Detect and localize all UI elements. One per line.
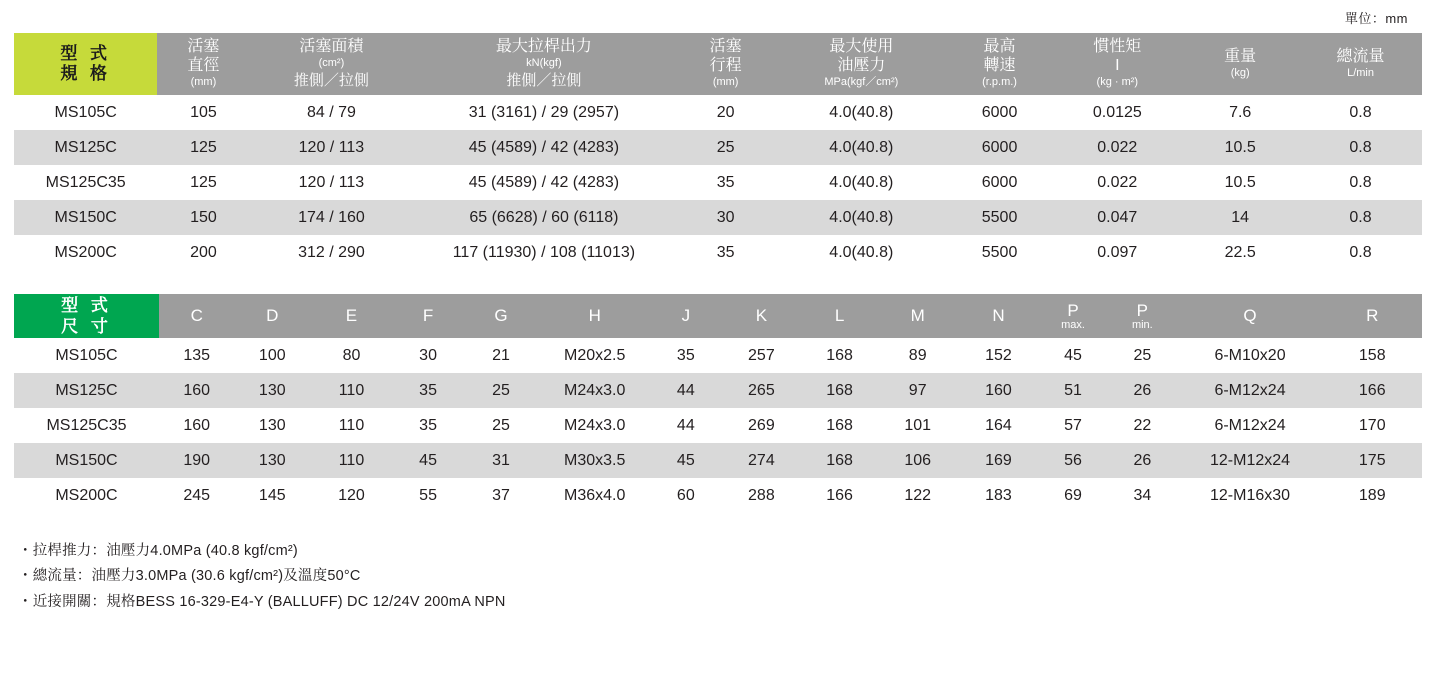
table-row bbox=[14, 130, 1422, 165]
dim-cell-d: 130 bbox=[235, 408, 311, 443]
spec-table-header-row bbox=[14, 33, 1422, 95]
dim-cell-j: 44 bbox=[651, 408, 721, 443]
dim-cell-c: 245 bbox=[159, 478, 235, 513]
table-row bbox=[14, 165, 1422, 200]
spec-cell-max-output: 45 (4589) / 42 (4283) bbox=[413, 165, 674, 200]
dim-cell-r: 170 bbox=[1322, 408, 1422, 443]
spec-header-total-flow bbox=[1299, 33, 1422, 95]
dim-cell-n: 160 bbox=[958, 373, 1039, 408]
dim-cell-g: 31 bbox=[463, 443, 539, 478]
spec-header-max-output-l1: 最大拉桿出力 bbox=[495, 37, 592, 55]
spec-cell-model: MS125C35 bbox=[14, 165, 157, 200]
spec-header-max-speed bbox=[946, 33, 1054, 95]
spec-cell-weight: 14 bbox=[1181, 200, 1299, 235]
spec-header-max-output-sides: 推側／拉側 bbox=[506, 71, 582, 89]
spec-cell-stroke: 25 bbox=[674, 130, 776, 165]
footnote-proximity-switch: ・近接開關：規格BESS 16-329-E4-Y (BALLUFF) DC 12/24V 200mA NPN bbox=[18, 593, 506, 610]
dim-header-p-min-letter: P bbox=[1136, 300, 1149, 320]
spec-cell-inertia: 0.022 bbox=[1053, 165, 1181, 200]
table-row bbox=[14, 235, 1422, 270]
dim-header-line2: 尺 寸 bbox=[61, 317, 112, 336]
dim-header-f: F bbox=[393, 294, 463, 338]
spec-header-piston-area-unit: (cm²) bbox=[318, 56, 345, 69]
spec-cell-piston-area: 84 / 79 bbox=[250, 95, 414, 130]
spec-cell-inertia: 0.022 bbox=[1053, 130, 1181, 165]
spec-cell-max-output: 117 (11930) / 108 (11013) bbox=[413, 235, 674, 270]
spec-cell-model: MS200C bbox=[14, 235, 157, 270]
spec-cell-piston-diameter: 125 bbox=[157, 130, 249, 165]
dim-cell-p-min: 34 bbox=[1107, 478, 1177, 513]
dim-cell-k: 257 bbox=[721, 338, 802, 373]
dim-cell-model: MS125C bbox=[14, 373, 159, 408]
spec-header-max-pressure-l1: 最大使用 bbox=[829, 38, 894, 56]
dim-cell-g: 37 bbox=[463, 478, 539, 513]
spec-header-max-speed-unit: (r.p.m.) bbox=[982, 76, 1017, 88]
dim-header-l: L bbox=[802, 294, 878, 338]
footnote-total-flow: ・總流量：油壓力3.0MPa (30.6 kgf/cm²)及溫度50°C bbox=[18, 568, 361, 585]
dim-cell-f: 30 bbox=[393, 338, 463, 373]
spec-cell-total-flow: 0.8 bbox=[1299, 95, 1422, 130]
dim-cell-f: 55 bbox=[393, 478, 463, 513]
spec-header-piston-area-l1: 活塞面積 bbox=[299, 37, 364, 55]
dim-cell-j: 35 bbox=[651, 338, 721, 373]
spec-header-max-speed-l2: 轉速 bbox=[983, 57, 1016, 75]
spec-cell-max-pressure: 4.0(40.8) bbox=[777, 95, 946, 130]
footnote-pull-force: ・拉桿推力：油壓力4.0MPa (40.8 kgf/cm²) bbox=[18, 543, 298, 559]
dim-cell-e: 110 bbox=[310, 373, 393, 408]
unit-note: 單位：mm bbox=[1344, 11, 1408, 26]
spec-header-max-pressure bbox=[777, 33, 946, 95]
dim-header-d: D bbox=[235, 294, 311, 338]
spec-cell-max-output: 31 (3161) / 29 (2957) bbox=[413, 95, 674, 130]
spec-header-stroke-unit: (mm) bbox=[712, 76, 739, 88]
dim-cell-k: 269 bbox=[721, 408, 802, 443]
spec-cell-max-pressure: 4.0(40.8) bbox=[777, 165, 946, 200]
spec-cell-max-pressure: 4.0(40.8) bbox=[777, 200, 946, 235]
dim-header-r: R bbox=[1322, 294, 1422, 338]
dim-cell-m: 89 bbox=[877, 338, 958, 373]
dim-cell-p-max: 69 bbox=[1039, 478, 1107, 513]
spec-header-total-flow-unit: L/min bbox=[1347, 66, 1374, 79]
dim-cell-e: 110 bbox=[310, 443, 393, 478]
dim-cell-h: M30x3.5 bbox=[539, 443, 651, 478]
dim-cell-c: 135 bbox=[159, 338, 235, 373]
table-row bbox=[14, 373, 1422, 408]
spec-header-type-spec bbox=[14, 33, 157, 95]
spec-header-piston-area bbox=[250, 33, 414, 95]
dim-cell-p-max: 56 bbox=[1039, 443, 1107, 478]
dim-cell-r: 166 bbox=[1322, 373, 1422, 408]
spec-header-piston-area-sides: 推側／拉側 bbox=[293, 71, 369, 89]
table-row bbox=[14, 95, 1422, 130]
spec-cell-max-speed: 6000 bbox=[946, 165, 1054, 200]
dim-cell-p-min: 22 bbox=[1107, 408, 1177, 443]
dim-header-type-size bbox=[14, 294, 159, 338]
spec-header-piston-diameter-l1: 活塞 bbox=[187, 38, 220, 56]
spec-cell-stroke: 20 bbox=[674, 95, 776, 130]
dim-cell-f: 45 bbox=[393, 443, 463, 478]
spec-cell-model: MS125C bbox=[14, 130, 157, 165]
spec-cell-max-speed: 5500 bbox=[946, 200, 1054, 235]
dim-cell-h: M36x4.0 bbox=[539, 478, 651, 513]
dim-cell-q: 6-M12x24 bbox=[1178, 373, 1323, 408]
spec-header-piston-diameter-unit: (mm) bbox=[190, 76, 217, 88]
dim-cell-k: 274 bbox=[721, 443, 802, 478]
dim-cell-c: 160 bbox=[159, 373, 235, 408]
spec-cell-piston-diameter: 105 bbox=[157, 95, 249, 130]
dim-cell-n: 183 bbox=[958, 478, 1039, 513]
spec-cell-max-output: 45 (4589) / 42 (4283) bbox=[413, 130, 674, 165]
dim-cell-c: 160 bbox=[159, 408, 235, 443]
dim-cell-q: 6-M10x20 bbox=[1178, 338, 1323, 373]
dim-cell-c: 190 bbox=[159, 443, 235, 478]
spec-cell-piston-diameter: 125 bbox=[157, 165, 249, 200]
dim-header-h: H bbox=[539, 294, 651, 338]
dim-cell-n: 169 bbox=[958, 443, 1039, 478]
dim-cell-m: 106 bbox=[877, 443, 958, 478]
spec-header-piston-diameter bbox=[157, 33, 249, 95]
spec-header-inertia-l1: 慣性矩 bbox=[1093, 38, 1142, 56]
specification-table bbox=[14, 33, 1422, 270]
dim-cell-q: 12-M16x30 bbox=[1178, 478, 1323, 513]
dim-cell-p-min: 26 bbox=[1107, 373, 1177, 408]
spec-cell-inertia: 0.047 bbox=[1053, 200, 1181, 235]
spec-cell-weight: 10.5 bbox=[1181, 130, 1299, 165]
spec-cell-inertia: 0.097 bbox=[1053, 235, 1181, 270]
dim-header-p-min-sub: min. bbox=[1131, 318, 1153, 331]
spec-cell-piston-area: 120 / 113 bbox=[250, 130, 414, 165]
spec-cell-total-flow: 0.8 bbox=[1299, 130, 1422, 165]
spec-header-max-pressure-l2: 油壓力 bbox=[837, 57, 886, 75]
spec-cell-weight: 10.5 bbox=[1181, 165, 1299, 200]
dim-cell-e: 80 bbox=[310, 338, 393, 373]
spec-cell-piston-area: 120 / 113 bbox=[250, 165, 414, 200]
spec-cell-piston-diameter: 200 bbox=[157, 235, 249, 270]
dim-cell-j: 44 bbox=[651, 373, 721, 408]
spec-header-line1: 型 式 bbox=[60, 43, 112, 63]
dim-header-k: K bbox=[721, 294, 802, 338]
spec-cell-max-speed: 6000 bbox=[946, 95, 1054, 130]
footnotes bbox=[14, 539, 1422, 615]
spec-cell-piston-diameter: 150 bbox=[157, 200, 249, 235]
dim-cell-model: MS150C bbox=[14, 443, 159, 478]
dim-header-q: Q bbox=[1178, 294, 1323, 338]
spec-header-weight-unit: (kg) bbox=[1230, 66, 1250, 79]
dim-cell-d: 145 bbox=[235, 478, 311, 513]
spec-cell-model: MS150C bbox=[14, 200, 157, 235]
dim-cell-g: 21 bbox=[463, 338, 539, 373]
spec-header-max-pressure-unit: MPa(kgf／cm²) bbox=[824, 76, 899, 88]
spec-cell-max-pressure: 4.0(40.8) bbox=[777, 130, 946, 165]
dim-cell-p-max: 57 bbox=[1039, 408, 1107, 443]
spec-header-inertia-l2: I bbox=[1115, 57, 1120, 75]
spec-cell-total-flow: 0.8 bbox=[1299, 235, 1422, 270]
dim-cell-m: 122 bbox=[877, 478, 958, 513]
dim-cell-model: MS200C bbox=[14, 478, 159, 513]
dim-header-line1: 型 式 bbox=[61, 295, 112, 315]
spec-cell-piston-area: 174 / 160 bbox=[250, 200, 414, 235]
dim-cell-h: M24x3.0 bbox=[539, 373, 651, 408]
dim-cell-r: 158 bbox=[1322, 338, 1422, 373]
dim-header-p-min bbox=[1107, 294, 1177, 338]
dim-cell-g: 25 bbox=[463, 408, 539, 443]
table-row bbox=[14, 408, 1422, 443]
dim-cell-d: 100 bbox=[235, 338, 311, 373]
dim-cell-l: 168 bbox=[802, 338, 878, 373]
dim-cell-model: MS125C35 bbox=[14, 408, 159, 443]
table-row bbox=[14, 200, 1422, 235]
dim-cell-p-min: 25 bbox=[1107, 338, 1177, 373]
dim-cell-model: MS105C bbox=[14, 338, 159, 373]
table-row bbox=[14, 338, 1422, 373]
spec-header-inertia-unit: (kg · m²) bbox=[1096, 76, 1139, 88]
spec-cell-max-output: 65 (6628) / 60 (6118) bbox=[413, 200, 674, 235]
spec-cell-stroke: 35 bbox=[674, 235, 776, 270]
spec-header-max-output bbox=[413, 33, 674, 95]
spec-cell-inertia: 0.0125 bbox=[1053, 95, 1181, 130]
dim-cell-g: 25 bbox=[463, 373, 539, 408]
spec-cell-stroke: 30 bbox=[674, 200, 776, 235]
dim-cell-l: 166 bbox=[802, 478, 878, 513]
dim-cell-l: 168 bbox=[802, 443, 878, 478]
dim-cell-r: 175 bbox=[1322, 443, 1422, 478]
dim-cell-f: 35 bbox=[393, 408, 463, 443]
dim-cell-j: 45 bbox=[651, 443, 721, 478]
dim-cell-l: 168 bbox=[802, 408, 878, 443]
dim-header-e: E bbox=[310, 294, 393, 338]
dim-header-p-max-sub: max. bbox=[1061, 318, 1085, 331]
spec-header-stroke-l2: 行程 bbox=[709, 57, 742, 75]
spec-cell-weight: 22.5 bbox=[1181, 235, 1299, 270]
dim-header-j: J bbox=[651, 294, 721, 338]
dimension-table-header-row bbox=[14, 294, 1422, 338]
spec-header-line2: 規 格 bbox=[60, 64, 112, 83]
dim-header-p-max bbox=[1039, 294, 1107, 338]
spec-header-stroke-l1: 活塞 bbox=[709, 38, 742, 56]
table-row bbox=[14, 478, 1422, 513]
dim-header-n: N bbox=[958, 294, 1039, 338]
dim-cell-e: 120 bbox=[310, 478, 393, 513]
dim-cell-d: 130 bbox=[235, 373, 311, 408]
dim-cell-m: 101 bbox=[877, 408, 958, 443]
dim-cell-q: 6-M12x24 bbox=[1178, 408, 1323, 443]
dim-cell-h: M20x2.5 bbox=[539, 338, 651, 373]
dim-cell-j: 60 bbox=[651, 478, 721, 513]
spec-header-max-output-unit: kN(kgf) bbox=[526, 56, 562, 69]
dim-cell-l: 168 bbox=[802, 373, 878, 408]
spec-header-stroke bbox=[674, 33, 776, 95]
dim-cell-m: 97 bbox=[877, 373, 958, 408]
dim-cell-h: M24x3.0 bbox=[539, 408, 651, 443]
spec-header-max-speed-l1: 最高 bbox=[983, 38, 1016, 56]
dim-header-m: M bbox=[877, 294, 958, 338]
dim-cell-q: 12-M12x24 bbox=[1178, 443, 1323, 478]
dim-cell-p-min: 26 bbox=[1107, 443, 1177, 478]
spec-header-total-flow-l1: 總流量 bbox=[1336, 47, 1385, 65]
table-row bbox=[14, 443, 1422, 478]
dim-cell-e: 110 bbox=[310, 408, 393, 443]
dim-cell-k: 265 bbox=[721, 373, 802, 408]
dim-header-c: C bbox=[159, 294, 235, 338]
dim-cell-r: 189 bbox=[1322, 478, 1422, 513]
dim-header-p-max-letter: P bbox=[1067, 300, 1079, 320]
spec-header-weight bbox=[1181, 33, 1299, 95]
spec-cell-stroke: 35 bbox=[674, 165, 776, 200]
dim-cell-p-max: 51 bbox=[1039, 373, 1107, 408]
spec-cell-weight: 7.6 bbox=[1181, 95, 1299, 130]
dim-cell-p-max: 45 bbox=[1039, 338, 1107, 373]
dim-header-g: G bbox=[463, 294, 539, 338]
spec-cell-total-flow: 0.8 bbox=[1299, 200, 1422, 235]
dim-cell-n: 164 bbox=[958, 408, 1039, 443]
dimension-table bbox=[14, 294, 1422, 513]
dim-cell-n: 152 bbox=[958, 338, 1039, 373]
spec-header-inertia bbox=[1053, 33, 1181, 95]
dim-cell-k: 288 bbox=[721, 478, 802, 513]
spec-cell-piston-area: 312 / 290 bbox=[250, 235, 414, 270]
dim-cell-d: 130 bbox=[235, 443, 311, 478]
spec-header-weight-l1: 重量 bbox=[1224, 47, 1257, 65]
dim-cell-f: 35 bbox=[393, 373, 463, 408]
spec-cell-model: MS105C bbox=[14, 95, 157, 130]
spec-header-piston-diameter-l2: 直徑 bbox=[187, 57, 220, 75]
spec-cell-max-pressure: 4.0(40.8) bbox=[777, 235, 946, 270]
spec-cell-max-speed: 6000 bbox=[946, 130, 1054, 165]
spec-cell-total-flow: 0.8 bbox=[1299, 165, 1422, 200]
spec-cell-max-speed: 5500 bbox=[946, 235, 1054, 270]
